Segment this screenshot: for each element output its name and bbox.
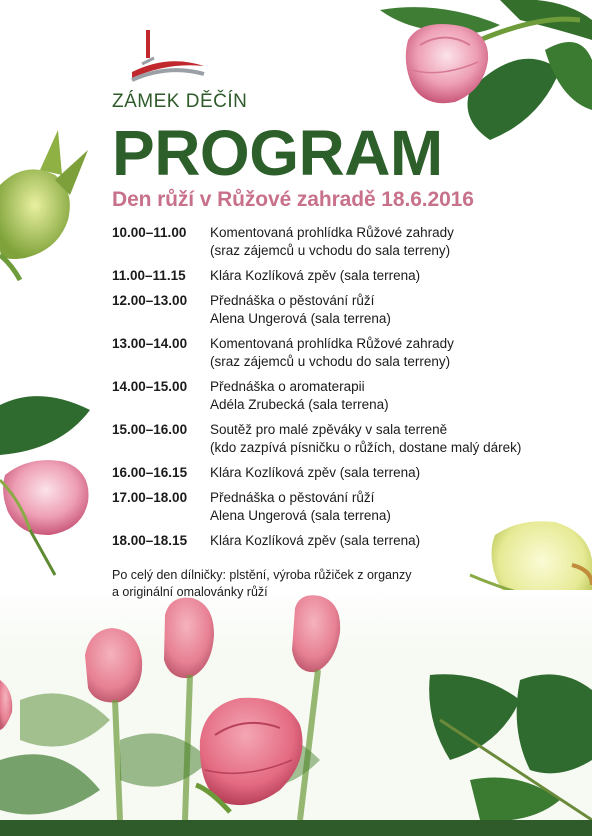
schedule-description (210, 378, 389, 414)
schedule-description (210, 224, 454, 260)
schedule-row (112, 267, 572, 285)
schedule-line: Adéla Zrubecká (sala terrena) (210, 397, 389, 412)
schedule-line: Klára Kozlíková zpěv (sala terrena) (210, 465, 421, 480)
schedule-line: Přednáška o aromaterapii (210, 379, 365, 394)
schedule-description (210, 532, 420, 550)
schedule-line: Komentovaná prohlídka Růžové zahrady (210, 336, 454, 351)
schedule-time: 14.00–15.00 (112, 379, 188, 394)
schedule-time: 15.00–16.00 (112, 422, 188, 437)
schedule-line: Přednáška o pěstování růží (210, 293, 375, 308)
schedule-row (112, 335, 572, 371)
schedule-description (210, 464, 420, 482)
footer-line: a originální omalovánky růží (112, 585, 268, 599)
schedule-row (112, 464, 572, 482)
schedule-row (112, 292, 572, 328)
schedule-line: Alena Ungerová (sala terrena) (210, 508, 391, 523)
schedule-time: 17.00–18.00 (112, 490, 188, 505)
schedule-line: Soutěž pro malé zpěváky v sala terreně (210, 422, 448, 437)
page-subtitle: Den růží v Růžové zahradě 18.6.2016 (112, 188, 474, 211)
schedule-description (210, 489, 391, 525)
schedule-description (210, 335, 454, 371)
schedule-line: Klára Kozlíková zpěv (sala terrena) (210, 268, 421, 283)
schedule-line: (kdo zazpívá písničku o růžích, dostane malý dárek) (210, 440, 522, 455)
schedule-row (112, 378, 572, 414)
schedule-time: 12.00–13.00 (112, 293, 188, 308)
schedule-description (210, 292, 391, 328)
schedule-line: Alena Ungerová (sala terrena) (210, 311, 391, 326)
footer-note (112, 567, 472, 601)
brand-name: ZÁMEK DĚČÍN (112, 91, 248, 112)
schedule-time: 13.00–14.00 (112, 336, 188, 351)
schedule-line: (sraz zájemců u vchodu do sala terreny) (210, 354, 451, 369)
schedule-line: (sraz zájemců u vchodu do sala terreny) (210, 243, 451, 258)
schedule-time: 10.00–11.00 (112, 225, 187, 240)
schedule-line: Přednáška o pěstování růží (210, 490, 375, 505)
castle-logo-icon (128, 28, 208, 84)
schedule-description (210, 421, 521, 457)
page-title: PROGRAM (112, 117, 443, 189)
schedule-line: Klára Kozlíková zpěv (sala terrena) (210, 533, 421, 548)
footer-line: Po celý den dílničky: plstění, výroba růžiček z organzy (112, 568, 412, 582)
schedule-time: 16.00–16.15 (112, 465, 188, 480)
bottom-bar (0, 820, 592, 836)
schedule-row (112, 489, 572, 525)
schedule-list (112, 224, 572, 557)
schedule-time: 18.00–18.15 (112, 533, 188, 548)
schedule-line: Komentovaná prohlídka Růžové zahrady (210, 225, 454, 240)
schedule-row (112, 224, 572, 260)
schedule-time: 11.00–11.15 (112, 268, 186, 283)
schedule-row (112, 421, 572, 457)
schedule-description (210, 267, 420, 285)
schedule-row (112, 532, 572, 550)
